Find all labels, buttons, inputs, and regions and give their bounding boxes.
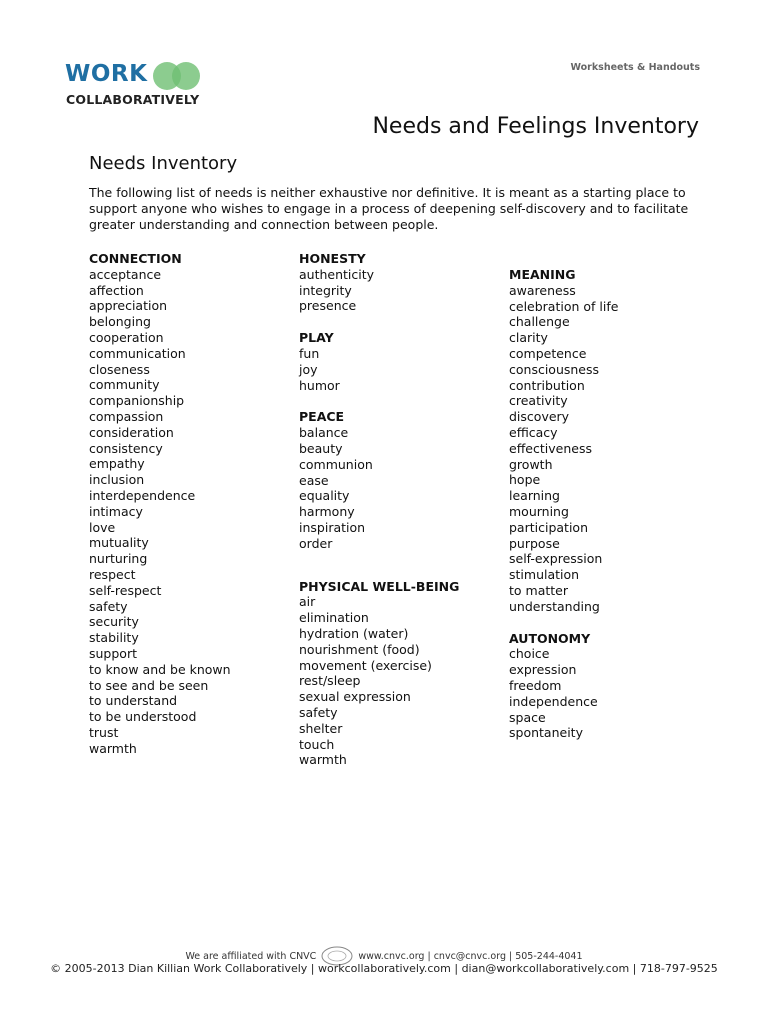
cnvc-contact: www.cnvc.org | cnvc@cnvc.org | 505-244-4041 (358, 950, 583, 962)
need-item: warmth (299, 752, 347, 768)
copyright-line: © 2005-2013 Dian Killian Work Collaboratively | workcollaboratively.com | dian@workcollaboratively.com | 718-797-9525 (50, 962, 718, 975)
need-item: mourning (509, 503, 569, 519)
need-item: choice (509, 646, 550, 662)
page-title: Needs and Feelings Inventory (372, 114, 699, 139)
need-item: inspiration (299, 519, 366, 535)
need-item: freedom (509, 677, 562, 693)
need-item: communion (299, 456, 373, 472)
need-item: empathy (89, 456, 145, 472)
need-item: to be understood (89, 709, 197, 725)
need-item: intimacy (89, 503, 143, 519)
need-item: celebration of life (509, 298, 619, 314)
logo-word: WORK (65, 61, 148, 87)
overlapping-circles-icon (151, 60, 203, 92)
need-item: consciousness (509, 361, 600, 377)
need-item: purpose (509, 535, 560, 551)
need-item: consideration (89, 424, 174, 440)
need-item: discovery (509, 409, 570, 425)
need-item: growth (509, 456, 553, 472)
need-item: hydration (water) (299, 625, 409, 641)
need-item: contribution (509, 377, 585, 393)
need-item: spontaneity (509, 725, 583, 741)
need-item: to see and be seen (89, 677, 209, 693)
need-item: to understand (89, 693, 178, 709)
need-item: self-expression (509, 551, 603, 567)
need-item: nurturing (89, 551, 148, 567)
need-item: awareness (509, 282, 576, 298)
need-item: space (509, 709, 546, 725)
need-item: clarity (509, 330, 548, 346)
affiliation-text: We are affiliated with CNVC (185, 950, 317, 962)
need-item: efficacy (509, 424, 558, 440)
need-item: equality (299, 488, 350, 504)
need-item: inclusion (89, 472, 145, 488)
needs-category (509, 267, 714, 615)
needs-category (299, 579, 504, 769)
need-item: harmony (299, 504, 355, 520)
need-item: stability (89, 630, 139, 646)
need-item: integrity (299, 282, 352, 298)
needs-column-2 (299, 251, 504, 784)
need-item: community (89, 377, 160, 393)
need-item: appreciation (89, 298, 168, 314)
need-item: movement (exercise) (299, 657, 432, 673)
need-item: cooperation (89, 329, 164, 345)
need-item: respect (89, 566, 136, 582)
need-item: mutuality (89, 535, 149, 551)
need-item: elimination (299, 610, 369, 626)
category-title: PEACE (299, 409, 345, 425)
need-item: understanding (509, 598, 600, 614)
needs-category (299, 409, 504, 551)
need-item: fun (299, 345, 320, 361)
need-item: challenge (509, 314, 570, 330)
logo-subtitle: COLLABORATIVELY (66, 92, 200, 107)
need-item: stimulation (509, 567, 580, 583)
needs-category (299, 251, 504, 314)
need-item: safety (89, 598, 128, 614)
need-item: belonging (89, 314, 151, 330)
need-item: hope (509, 472, 541, 488)
company-logo (65, 58, 210, 110)
need-item: to matter (509, 582, 568, 598)
need-item: nourishment (food) (299, 641, 420, 657)
category-title: MEANING (509, 267, 576, 282)
need-item: presence (299, 298, 357, 314)
need-item: balance (299, 425, 349, 441)
need-item: participation (509, 519, 588, 535)
needs-column-3 (509, 267, 714, 757)
need-item: expression (509, 662, 577, 678)
need-item: security (89, 614, 139, 630)
need-item: trust (89, 724, 119, 740)
need-item: safety (299, 704, 338, 720)
need-item: acceptance (89, 266, 162, 282)
need-item: interdependence (89, 487, 196, 503)
need-item: air (299, 594, 316, 610)
need-item: authenticity (299, 266, 375, 282)
section-label: Worksheets & Handouts (570, 62, 700, 73)
category-title: AUTONOMY (509, 630, 591, 646)
need-item: closeness (89, 361, 150, 377)
category-title: PHYSICAL WELL-BEING (299, 578, 460, 594)
need-item: touch (299, 736, 335, 752)
need-item: warmth (89, 740, 137, 756)
need-item: order (299, 535, 333, 551)
need-item: joy (299, 361, 318, 377)
need-item: self-respect (89, 582, 162, 598)
need-item: compassion (89, 408, 164, 424)
need-item: competence (509, 345, 587, 361)
need-item: sexual expression (299, 689, 411, 705)
need-item: affection (89, 282, 144, 298)
needs-column-1 (89, 251, 294, 773)
need-item: ease (299, 472, 329, 488)
section-heading: Needs Inventory (89, 153, 238, 174)
need-item: creativity (509, 393, 568, 409)
need-item: learning (509, 488, 560, 504)
need-item: support (89, 645, 137, 661)
need-item: independence (509, 693, 598, 709)
needs-category (89, 251, 294, 757)
need-item: companionship (89, 393, 185, 409)
need-item: rest/sleep (299, 673, 361, 689)
category-title: PLAY (299, 330, 334, 346)
intro-paragraph: The following list of needs is neither exhaustive nor definitive. It is meant as a starting place to support anyone who wishes to engage in a process of deepening self-discovery and to facilitate greater understanding and connection between people. (89, 185, 689, 232)
need-item: love (89, 519, 116, 535)
need-item: consistency (89, 440, 163, 456)
needs-category (299, 330, 504, 393)
need-item: humor (299, 377, 340, 393)
category-title: HONESTY (299, 251, 366, 266)
need-item: beauty (299, 440, 343, 456)
need-item: shelter (299, 720, 343, 736)
need-item: communication (89, 345, 186, 361)
needs-category (509, 631, 714, 742)
need-item: effectiveness (509, 440, 592, 456)
category-title: CONNECTION (89, 251, 182, 266)
need-item: to know and be known (89, 661, 231, 677)
